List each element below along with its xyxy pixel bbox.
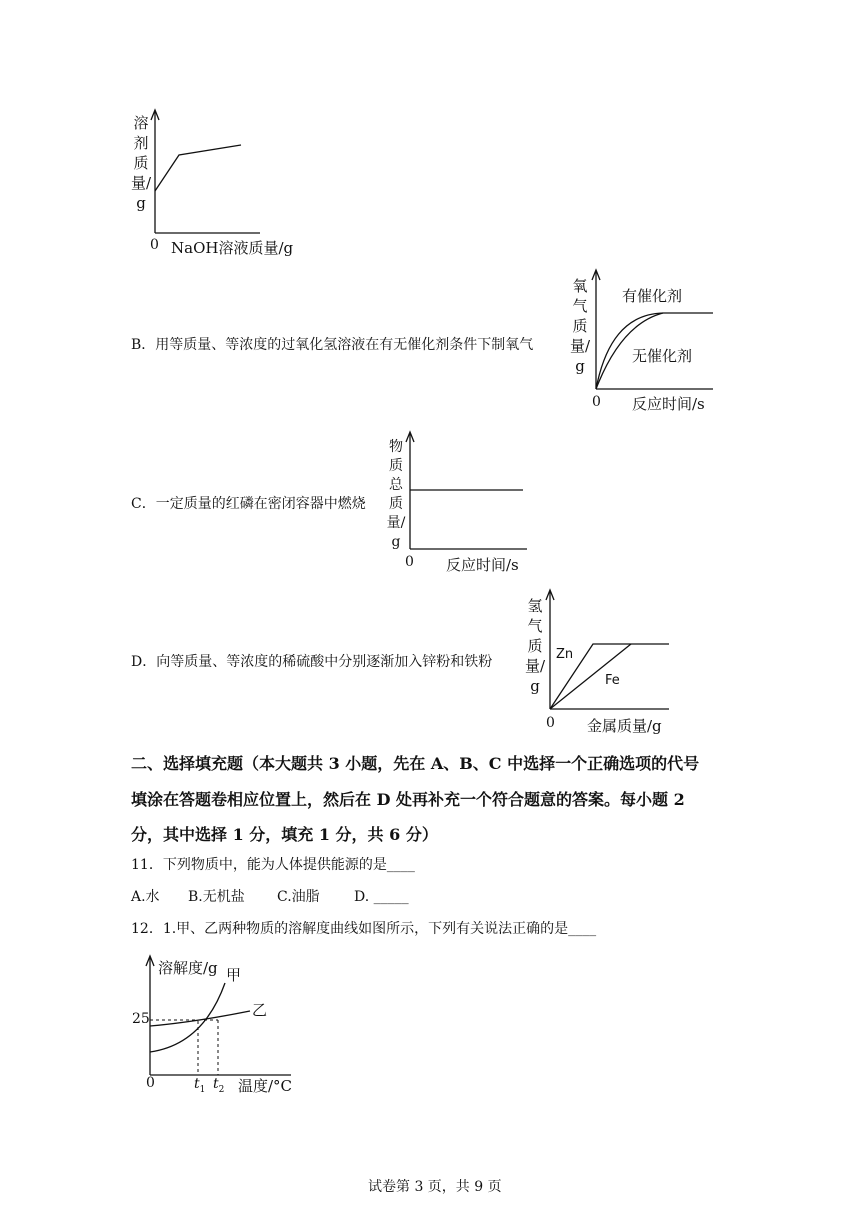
option-c-text: C．一定质量的红磷在密闭容器中燃烧 xyxy=(131,496,366,512)
option-d-ylabel: 氢气质量/g xyxy=(525,597,546,695)
q12-y-tick-25: 25 xyxy=(132,1011,150,1027)
fig-a-origin: 0 xyxy=(150,237,159,253)
option-b-curve1-label: 有催化剂 xyxy=(622,287,683,305)
option-b-origin: 0 xyxy=(592,394,601,410)
option-d-curve1-label: Zn xyxy=(556,647,574,662)
option-d-origin: 0 xyxy=(546,715,555,731)
option-d-xlabel: 金属质量/g xyxy=(587,717,662,735)
fig-a-chart xyxy=(150,108,260,238)
q12-xlabel: 温度/°C xyxy=(238,1077,293,1095)
option-c-origin: 0 xyxy=(405,554,414,570)
q12-origin: 0 xyxy=(146,1075,155,1091)
q12-stem: 12．1.甲、乙两种物质的溶解度曲线如图所示，下列有关说法正确的是____ xyxy=(131,921,597,937)
fig-a-xlabel: NaOH溶液质量/g xyxy=(171,239,294,257)
q11-option-b: B.无机盐 xyxy=(188,889,245,905)
option-c-xlabel: 反应时间/s xyxy=(446,556,519,574)
q11-option-c: C.油脂 xyxy=(277,889,320,905)
section-2-line1: 二、选择填充题（本大题共 3 小题，先在 A、B、C 中选择一个正确选项的代号 xyxy=(131,754,700,773)
option-b-xlabel: 反应时间/s xyxy=(632,395,705,413)
q12-curve-yi xyxy=(150,1011,250,1026)
q12-chart xyxy=(145,955,295,1080)
q12-curve-jia-label: 甲 xyxy=(226,966,242,984)
q11-stem: 11．下列物质中，能为人体提供能源的是____ xyxy=(131,857,415,873)
q12-ylabel: 溶解度/g xyxy=(158,959,218,977)
option-b-text: B．用等质量、等浓度的过氧化氢溶液在有无催化剂条件下制氧气 xyxy=(131,337,534,353)
q12-t2: $t_2$ xyxy=(213,1076,225,1095)
q11-option-a: A.水 xyxy=(131,889,160,905)
option-b-curve2-label: 无催化剂 xyxy=(632,347,693,365)
option-d-curve2-label: Fe xyxy=(605,673,620,688)
page-footer: 试卷第 3 页，共 9 页 xyxy=(368,1179,502,1195)
option-c-chart xyxy=(405,430,530,554)
section-2-line3: 分，其中选择 1 分，填充 1 分，共 6 分） xyxy=(131,825,438,844)
fig-a-curve xyxy=(155,145,241,191)
section-2-line2: 填涂在答题卷相应位置上，然后在 D 处再补充一个符合题意的答案。每小题 2 xyxy=(131,790,685,809)
q11-option-d: D. _____ xyxy=(354,889,409,905)
fig-a-ylabel: 溶剂质量/g xyxy=(131,114,152,212)
option-c-ylabel: 物质总质量/g xyxy=(386,439,406,550)
q12-t1: $t_1$ xyxy=(194,1076,206,1095)
option-b-ylabel: 氧气质量/g xyxy=(570,277,591,375)
q12-curve-yi-label: 乙 xyxy=(252,1001,268,1019)
option-d-text: D．向等质量、等浓度的稀硫酸中分别逐渐加入锌粉和铁粉 xyxy=(131,654,493,670)
